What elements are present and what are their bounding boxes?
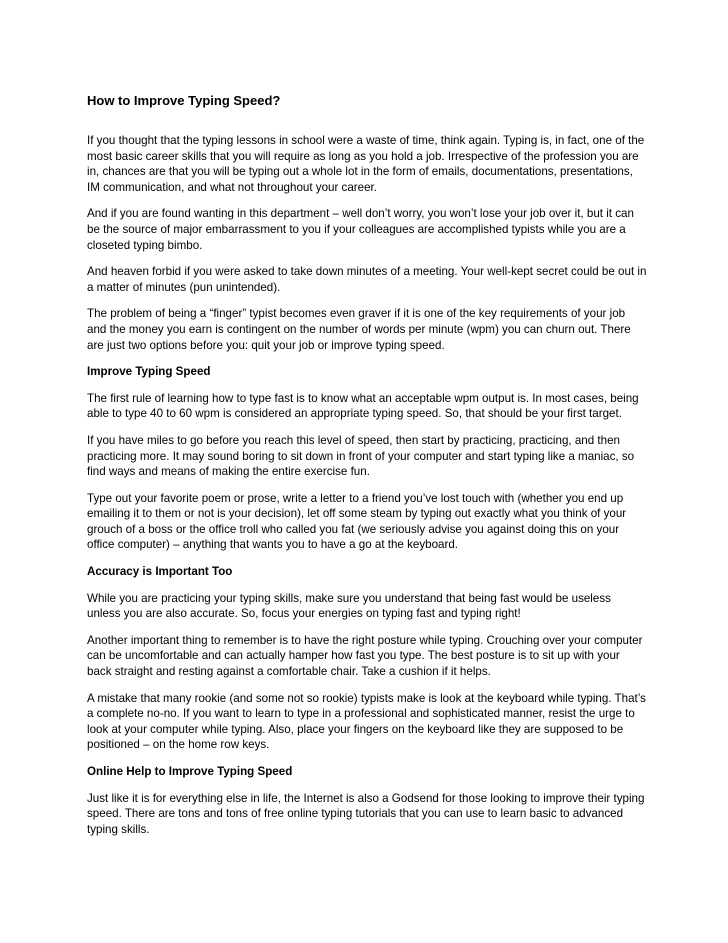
paragraph: While you are practicing your typing skills, make sure you understand that being fast would be useless unless you are also accurate. So, focus your energies on typing fast and typing right! <box>87 591 611 621</box>
paragraph: The problem of being a “finger” typist becomes even graver if it is one of the key requirements of your job and the money you earn is contingent on the number of words per minute (wpm) you can churn out. There are just two options before you: quit your job or improve typing speed. <box>87 307 631 352</box>
section-heading: Improve Typing Speed <box>87 365 211 379</box>
paragraph: A mistake that many rookie (and some not so rookie) typists make is look at the keyboard while typing. That’s a complete no-no. If you want to learn to type in a professional and sophisticated manner, resist the urge to look at your computer while typing. Also, place your fingers on the keyboard like they are supposed to be positioned – on the home row keys. <box>87 691 646 752</box>
section-heading: Online Help to Improve Typing Speed <box>87 765 293 778</box>
paragraph: Another important thing to remember is to have the right posture while typing. Crouching over your computer can be uncomfortable and can actually hamper how fast you type. The best posture is to sit up with your back straight and resting against a comfortable chair. Take a cushion if it helps. <box>87 633 643 679</box>
document-page <box>87 93 647 848</box>
paragraph: The first rule of learning how to type fast is to know what an acceptable wpm output is. In most cases, being able to type 40 to 60 wpm is considered an appropriate typing speed. So, that should be your first target. <box>87 391 639 421</box>
page-title: How to Improve Typing Speed? <box>87 93 281 108</box>
paragraph: If you thought that the typing lessons in school were a waste of time, think again. Typing is, in fact, one of the most basic career skills that you will require as long as you hold a job. Irrespective of the profession you are in, chances are that you will be typing out a whole lot in the form of emails, documentations, presentations, IM communication, and what not throughout your career. <box>87 134 645 194</box>
section-heading: Accuracy is Important Too <box>87 565 233 579</box>
paragraph: Just like it is for everything else in life, the Internet is also a Godsend for those looking to improve their typing speed. There are tons and tons of free online typing tutorials that you can use to learn basic to advanced typing skills. <box>87 791 645 836</box>
paragraph: And if you are found wanting in this department – well don’t worry, you won’t lose your job over it, but it can be the source of major embarrassment to you if your colleagues are accomplished typists while you are a closeted typing bimbo. <box>87 207 634 252</box>
paragraph: Type out your favorite poem or prose, write a letter to a friend you’ve lost touch with (whether you end up emailing it to them or not is your decision), let off some steam by typing out exactly what you think of your grouch of a boss or the office troll who called you fat (we seriously advise you against doing this on your office computer) – anything that wants you to have a go at the keyboard. <box>87 491 627 552</box>
paragraph: And heaven forbid if you were asked to take down minutes of a meeting. Your well-kept secret could be out in a matter of minutes (pun unintended). <box>87 265 647 294</box>
paragraph: If you have miles to go before you reach this level of speed, then start by practicing, practicing, and then practicing more. It may sound boring to sit down in front of your computer and start typing like a maniac, so find ways and means of making the entire exercise fun. <box>87 433 635 479</box>
